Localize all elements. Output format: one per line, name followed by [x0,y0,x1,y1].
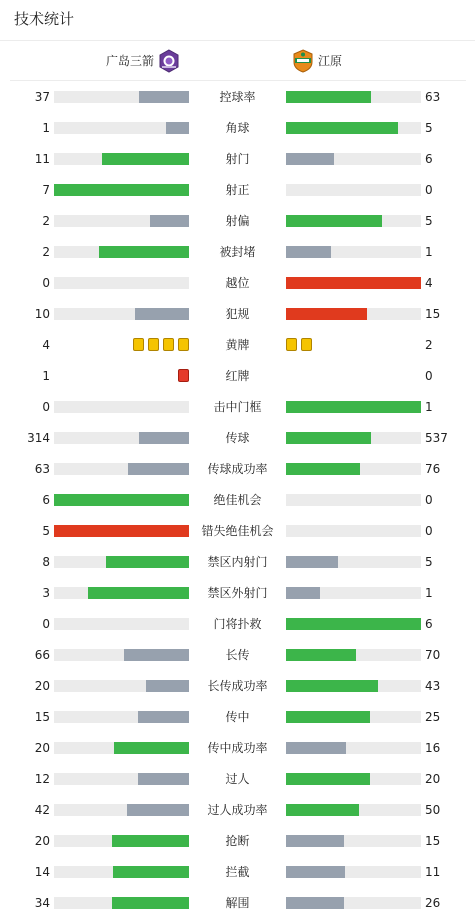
away-value: 4 [425,276,433,290]
away-value: 0 [425,369,433,383]
home-bar-fill [139,91,189,103]
away-bar-fill [286,618,421,630]
away-value: 5 [425,555,433,569]
home-bar-fill [138,711,189,723]
home-bar-track [54,494,189,506]
away-value: 63 [425,90,441,104]
away-value: 25 [425,710,441,724]
away-bar-fill [286,742,346,754]
stat-label: 越位 [225,276,250,290]
home-bar-track [54,215,189,227]
home-value: 2 [42,214,50,228]
home-bar-track [54,401,189,413]
stat-label: 过人 [225,772,250,786]
stats-list [0,81,475,918]
stat-row [0,298,475,329]
home-bar-fill [135,308,189,320]
home-value: 8 [42,555,50,569]
stat-row [0,670,475,701]
away-bar-fill [286,401,421,413]
teams-bar [10,41,466,81]
stat-row [0,112,475,143]
stat-row [0,763,475,794]
stat-row [0,205,475,236]
stat-label: 禁区内射门 [207,555,268,569]
away-bar-track [286,556,421,568]
away-bar-track [286,215,421,227]
stat-label: 击中门框 [213,400,262,414]
stat-row [0,391,475,422]
stat-label: 禁区外射门 [207,586,268,600]
home-bar-track [54,91,189,103]
away-team-name: 江原 [318,54,343,68]
away-bar-fill [286,463,360,475]
away-bar-track [286,463,421,475]
away-bar-fill [286,215,382,227]
away-bar-fill [286,649,356,661]
stat-label: 长传成功率 [207,679,268,693]
away-bar-track [286,587,421,599]
away-team[interactable] [292,49,342,73]
away-cards [286,338,312,351]
away-bar-track [286,804,421,816]
home-value: 2 [42,245,50,259]
stat-label: 红牌 [225,369,250,383]
stat-row [0,360,475,391]
away-value: 537 [425,431,448,445]
away-bar-fill [286,897,344,909]
stat-label: 传球 [225,431,250,445]
away-value: 70 [425,648,441,662]
home-value: 20 [34,741,50,755]
away-value: 20 [425,772,441,786]
home-value: 5 [42,524,50,538]
home-value: 42 [34,803,50,817]
home-bar-fill [54,525,189,537]
home-value: 11 [34,152,50,166]
home-team-name: 广岛三箭 [105,54,154,68]
home-value: 7 [42,183,50,197]
away-bar-fill [286,153,334,165]
home-bar-fill [54,184,189,196]
home-value: 34 [34,896,50,910]
stat-row [0,856,475,887]
away-bar-track [286,742,421,754]
yellow-card-icon [148,338,159,351]
away-bar-track [286,91,421,103]
stat-label: 拦截 [225,865,250,879]
stat-label: 绝佳机会 [213,493,262,507]
stat-row [0,143,475,174]
away-bar-fill [286,246,331,258]
away-bar-track [286,525,421,537]
home-value: 66 [34,648,50,662]
away-bar-track [286,153,421,165]
home-bar-fill [114,742,189,754]
home-value: 15 [34,710,50,724]
away-bar-fill [286,91,371,103]
home-value: 1 [42,369,50,383]
away-bar-track [286,494,421,506]
home-bar-fill [139,432,189,444]
home-value: 0 [42,276,50,290]
red-card-icon [178,369,189,382]
stat-row [0,329,475,360]
away-value: 1 [425,245,433,259]
stat-label: 错失绝佳机会 [201,524,274,538]
away-bar-fill [286,804,359,816]
stat-label: 传中 [225,710,250,724]
away-bar-fill [286,835,344,847]
stat-row [0,546,475,577]
away-value: 6 [425,617,433,631]
away-bar-fill [286,773,370,785]
away-bar-fill [286,680,378,692]
away-bar-track [286,618,421,630]
away-bar-track [286,277,421,289]
stat-label: 长传 [225,648,250,662]
stat-label: 角球 [225,121,250,135]
home-bar-track [54,525,189,537]
home-bar-track [54,742,189,754]
stat-label: 传中成功率 [207,741,268,755]
away-value: 0 [425,524,433,538]
away-value: 0 [425,183,433,197]
stat-row [0,794,475,825]
away-value: 5 [425,121,433,135]
home-bar-track [54,556,189,568]
away-bar-track [286,680,421,692]
home-bar-fill [112,835,189,847]
home-bar-track [54,463,189,475]
away-bar-track [286,401,421,413]
home-bar-track [54,308,189,320]
stat-row [0,701,475,732]
away-value: 2 [425,338,433,352]
home-cards [133,338,189,351]
home-cards [178,369,189,382]
home-bar-fill [146,680,189,692]
stat-row [0,484,475,515]
stat-label: 犯规 [225,307,250,321]
away-value: 11 [425,865,441,879]
stat-label: 抢断 [225,834,250,848]
away-bar-fill [286,711,370,723]
home-value: 12 [34,772,50,786]
home-bar-fill [166,122,189,134]
home-bar-track [54,649,189,661]
away-value: 43 [425,679,441,693]
home-bar-fill [138,773,189,785]
stat-row [0,267,475,298]
home-bar-track [54,711,189,723]
home-bar-track [54,184,189,196]
home-bar-track [54,773,189,785]
home-bar-fill [112,897,189,909]
away-bar-track [286,773,421,785]
away-value: 1 [425,400,433,414]
home-value: 314 [27,431,50,445]
home-bar-fill [113,866,189,878]
stat-row [0,81,475,112]
away-value: 16 [425,741,441,755]
stat-row [0,453,475,484]
away-value: 1 [425,586,433,600]
stat-row [0,887,475,918]
home-value: 6 [42,493,50,507]
stat-label: 射偏 [225,214,250,228]
home-bar-track [54,277,189,289]
away-bar-track [286,649,421,661]
home-bar-track [54,680,189,692]
home-bar-fill [128,463,189,475]
home-bar-fill [106,556,189,568]
away-bar-track [286,122,421,134]
stat-row [0,577,475,608]
away-bar-track [286,866,421,878]
away-bar-track [286,711,421,723]
away-bar-track [286,897,421,909]
home-bar-track [54,866,189,878]
stat-row [0,608,475,639]
home-value: 4 [42,338,50,352]
away-bar-track [286,246,421,258]
away-bar-track [286,835,421,847]
yellow-card-icon [286,338,297,351]
home-bar-fill [102,153,189,165]
away-bar-track [286,432,421,444]
yellow-card-icon [163,338,174,351]
away-bar-track [286,184,421,196]
stat-label: 解围 [225,896,250,910]
stat-label: 黄牌 [225,338,250,352]
away-bar-fill [286,587,320,599]
stat-label: 控球率 [219,90,256,104]
home-bar-track [54,432,189,444]
home-value: 20 [34,679,50,693]
away-bar-fill [286,308,367,320]
away-value: 15 [425,307,441,321]
stat-label: 射正 [225,183,250,197]
home-bar-track [54,804,189,816]
away-value: 15 [425,834,441,848]
away-bar-fill [286,432,371,444]
away-bar-fill [286,866,345,878]
stat-row [0,422,475,453]
away-bar-fill [286,122,398,134]
stat-row [0,515,475,546]
stat-row [0,174,475,205]
away-value: 26 [425,896,441,910]
page-title: 技术统计 [14,10,75,28]
gangwon-fc-logo-icon [292,49,314,73]
home-value: 10 [34,307,50,321]
stats-header [0,0,475,41]
home-bar-track [54,587,189,599]
home-bar-track [54,122,189,134]
sanfrecce-hiroshima-logo-icon [158,49,180,73]
stat-row [0,825,475,856]
away-bar-fill [286,556,338,568]
stat-row [0,236,475,267]
home-bar-fill [54,494,189,506]
away-value: 50 [425,803,441,817]
yellow-card-icon [133,338,144,351]
away-value: 76 [425,462,441,476]
home-value: 0 [42,617,50,631]
yellow-card-icon [178,338,189,351]
home-bar-track [54,835,189,847]
home-bar-fill [124,649,189,661]
home-bar-track [54,246,189,258]
home-value: 37 [34,90,50,104]
stat-label: 被封堵 [219,245,256,259]
stat-row [0,639,475,670]
home-bar-fill [88,587,189,599]
home-bar-track [54,897,189,909]
home-bar-track [54,153,189,165]
away-value: 0 [425,493,433,507]
stat-label: 射门 [225,152,250,166]
away-bar-fill [286,277,421,289]
home-bar-track [54,618,189,630]
stat-row [0,732,475,763]
home-bar-fill [150,215,189,227]
home-value: 0 [42,400,50,414]
home-value: 3 [42,586,50,600]
home-value: 14 [34,865,50,879]
home-value: 20 [34,834,50,848]
stat-label: 门将扑救 [213,617,262,631]
stat-label: 过人成功率 [207,803,268,817]
away-value: 5 [425,214,433,228]
yellow-card-icon [301,338,312,351]
away-bar-track [286,308,421,320]
stat-label: 传球成功率 [207,462,268,476]
home-value: 1 [42,121,50,135]
home-team[interactable] [106,49,180,73]
home-bar-fill [127,804,189,816]
away-value: 6 [425,152,433,166]
home-value: 63 [34,462,50,476]
home-bar-fill [99,246,189,258]
